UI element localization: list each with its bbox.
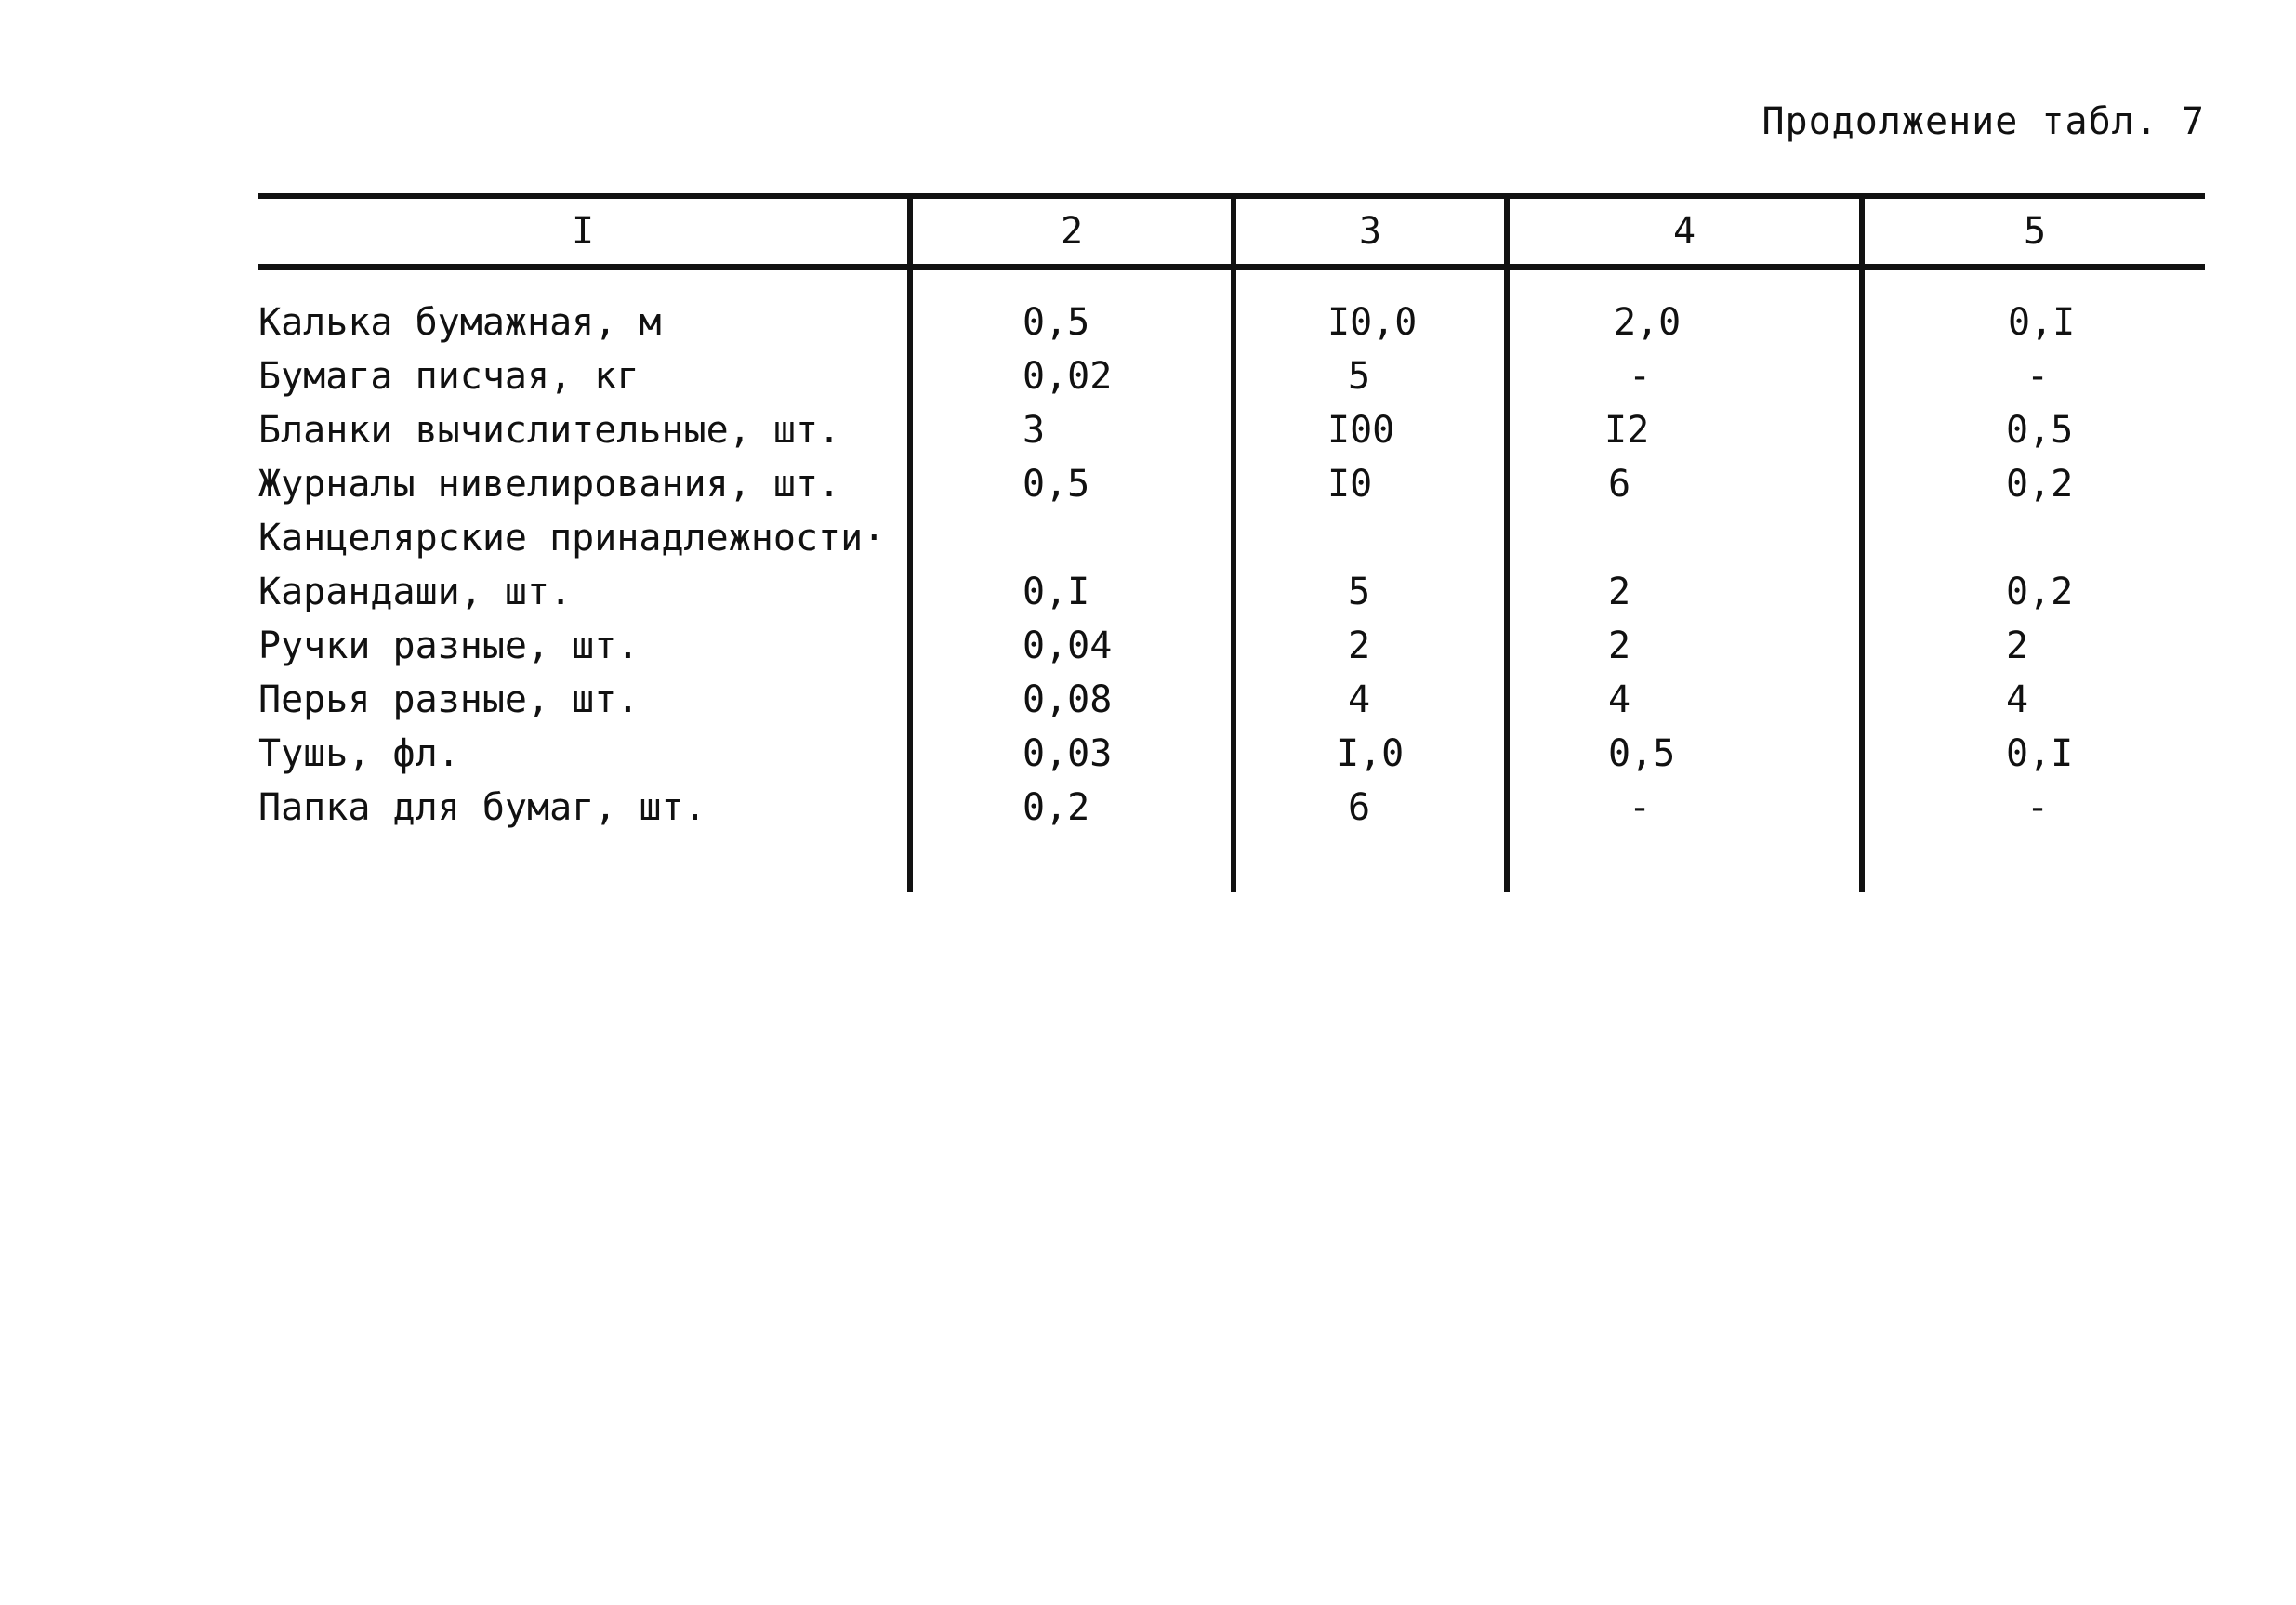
row-col-2: 0,I — [1023, 571, 1090, 613]
table-row — [258, 673, 2205, 727]
table-row — [258, 457, 2205, 511]
row-col-3: I0 — [1327, 463, 1373, 506]
row-col-4: 2,0 — [1614, 301, 1682, 344]
row-name: Тушь, фл. — [258, 732, 460, 775]
row-col-3: I0,0 — [1327, 301, 1418, 344]
table-row — [258, 619, 2205, 673]
column-header-5: 5 — [2023, 210, 2047, 253]
row-col-5: 4 — [2006, 678, 2029, 721]
row-col-5: 0,I — [2006, 732, 2074, 775]
column-header-4: 4 — [1672, 210, 1696, 253]
row-col-4: I2 — [1604, 409, 1650, 452]
table-continuation-label: Продолжение табл. 7 — [1762, 100, 2205, 143]
row-col-4: 0,5 — [1608, 732, 1676, 775]
row-col-3: I,0 — [1337, 732, 1405, 775]
row-name: Бланки вычислительные, шт. — [258, 409, 841, 452]
column-header-2: 2 — [1060, 210, 1084, 253]
row-col-5: - — [2026, 786, 2050, 829]
column-header-3: 3 — [1358, 210, 1382, 253]
row-name: Ручки разные, шт. — [258, 625, 640, 667]
row-name: Бумага писчая, кг — [258, 355, 640, 398]
row-name: Папка для бумаг, шт. — [258, 786, 706, 829]
table-row — [258, 565, 2205, 619]
row-col-3: I00 — [1327, 409, 1395, 452]
row-col-3: 5 — [1348, 355, 1371, 398]
row-col-2: 3 — [1023, 409, 1046, 452]
row-col-5: 0,I — [2008, 301, 2076, 344]
row-col-4: 6 — [1608, 463, 1631, 506]
table-row — [258, 511, 2205, 565]
row-col-3: 4 — [1348, 678, 1371, 721]
row-col-4: 2 — [1608, 625, 1631, 667]
row-col-4: 2 — [1608, 571, 1631, 613]
table-row — [258, 296, 2205, 349]
materials-table — [258, 193, 2205, 900]
row-name: Карандаши, шт. — [258, 571, 573, 613]
row-col-3: 2 — [1348, 625, 1371, 667]
table-row — [258, 781, 2205, 835]
row-name: Журналы нивелирования, шт. — [258, 463, 841, 506]
row-col-2: 0,08 — [1023, 678, 1113, 721]
row-col-3: 6 — [1348, 786, 1371, 829]
row-col-2: 0,5 — [1023, 301, 1090, 344]
row-col-2: 0,03 — [1023, 732, 1113, 775]
table-header-row — [258, 199, 2205, 264]
row-col-5: 0,2 — [2006, 463, 2074, 506]
row-col-4: 4 — [1608, 678, 1631, 721]
row-col-2: 0,5 — [1023, 463, 1090, 506]
row-col-3: 5 — [1348, 571, 1371, 613]
row-col-2: 0,02 — [1023, 355, 1113, 398]
row-col-5: 2 — [2006, 625, 2029, 667]
table-row — [258, 403, 2205, 457]
row-col-5: - — [2026, 355, 2050, 398]
row-col-5: 0,5 — [2006, 409, 2074, 452]
row-col-2: 0,2 — [1023, 786, 1090, 829]
row-col-4: - — [1629, 355, 1652, 398]
table-row — [258, 727, 2205, 781]
row-col-2: 0,04 — [1023, 625, 1113, 667]
row-name: Канцелярские принадлежности· — [258, 517, 886, 559]
row-col-5: 0,2 — [2006, 571, 2074, 613]
column-header-1: I — [571, 210, 595, 253]
table-row — [258, 349, 2205, 403]
row-name: Калька бумажная, м — [258, 301, 662, 344]
row-name: Перья разные, шт. — [258, 678, 640, 721]
row-col-4: - — [1629, 786, 1652, 829]
